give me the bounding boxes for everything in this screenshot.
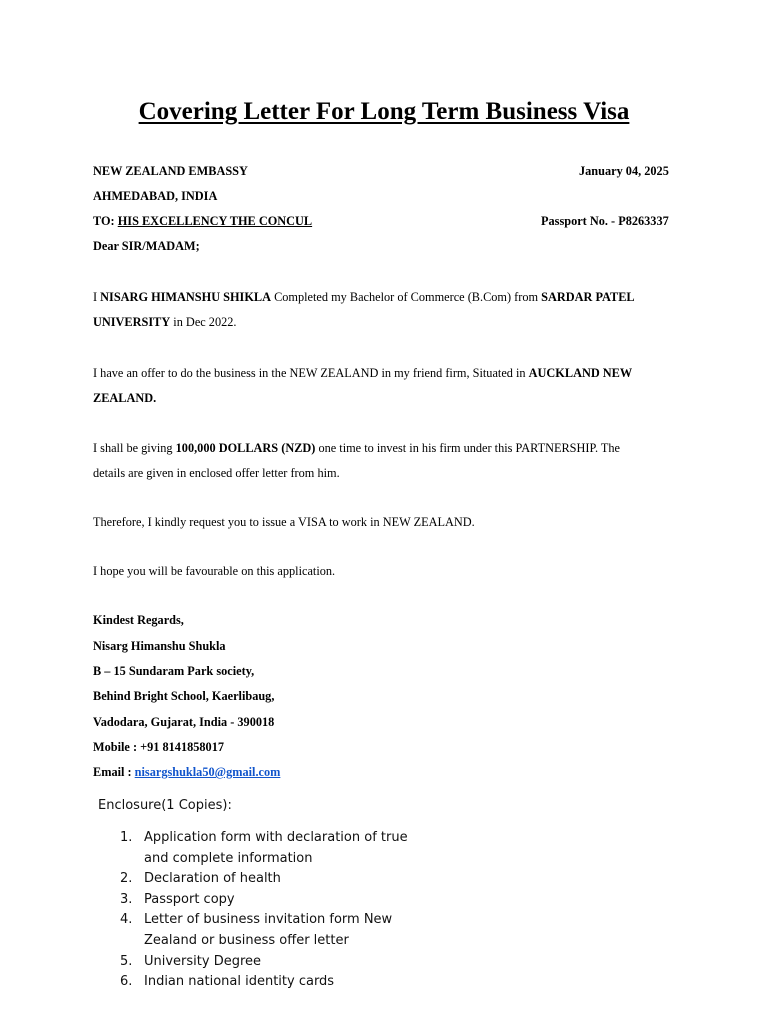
enclosure-item-number: 4.: [120, 912, 133, 927]
p2-text: I have an offer to do the business in the NEW ZEALAND in my friend firm, Situated in: [93, 366, 529, 380]
applicant-name: NISARG HIMANSHU SHIKLA: [100, 290, 271, 304]
enclosure-item: [120, 890, 410, 911]
paragraph-1-line-1: [93, 290, 635, 305]
address-line-3: Vadodara, Gujarat, India - 390018: [93, 715, 275, 729]
address-line-2: Behind Bright School, Kaerlibaug,: [93, 689, 275, 703]
enclosure-item-text: Passport copy: [144, 892, 235, 907]
enclosure-item-text: Application form with declaration of true and complete information: [144, 830, 408, 866]
email-link[interactable]: nisargshukla50@gmail.com: [134, 765, 281, 779]
letter-date: January 04, 2025: [579, 164, 669, 178]
recipient-line: [93, 214, 312, 229]
signer-name: Nisarg Himanshu Shukla: [93, 639, 226, 653]
enclosure-item-text: University Degree: [144, 954, 262, 969]
enclosure-item-number: 6.: [120, 974, 133, 989]
p1-mid: Completed my Bachelor of Commerce (B.Com) from: [271, 290, 542, 304]
closing: Kindest Regards,: [93, 613, 184, 627]
letter-title: Covering Letter For Long Term Business Visa: [138, 98, 630, 125]
p1-post: in Dec 2022.: [170, 315, 237, 329]
enclosure-item-text: Indian national identity cards: [144, 974, 335, 989]
paragraph-1-line-2: [93, 315, 236, 330]
enclosure-item-text: Letter of business invitation form New Zealand or business offer letter: [144, 912, 393, 948]
enclosure-item-number: 1.: [120, 830, 133, 845]
enclosure-title: Enclosure(1 Copies):: [98, 798, 232, 813]
paragraph-3-line-1: [93, 441, 620, 456]
enclosure-item-number: 2.: [120, 871, 133, 886]
enclosure-item-number: 5.: [120, 954, 133, 969]
paragraph-5: I hope you will be favourable on this application.: [93, 564, 336, 578]
passport-number: Passport No. - P8263337: [541, 214, 669, 228]
enclosure-item: [120, 910, 410, 951]
enclosure-item-number: 3.: [120, 892, 133, 907]
embassy-name: NEW ZEALAND EMBASSY: [93, 164, 248, 178]
p1-pre: I: [93, 290, 101, 304]
email-line: [93, 765, 280, 780]
address-line-1: B – 15 Sundaram Park society,: [93, 664, 255, 678]
email-label: Email :: [93, 765, 135, 779]
enclosure-item-text: Declaration of health: [144, 871, 281, 886]
investment-amount: 100,000 DOLLARS (NZD): [175, 441, 316, 455]
university-part-1: SARDAR PATEL: [541, 290, 635, 304]
recipient-name: HIS EXCELLENCY THE CONCUL: [117, 214, 313, 228]
place-part-1: AUCKLAND NEW: [528, 366, 633, 380]
to-label: TO:: [93, 214, 118, 228]
paragraph-4: Therefore, I kindly request you to issue a VISA to work in NEW ZEALAND.: [93, 515, 475, 529]
salutation: Dear SIR/MADAM;: [93, 239, 200, 253]
p3-post: one time to invest in his firm under this PARTNERSHIP. The: [315, 441, 621, 455]
enclosure-item: [120, 952, 410, 973]
p3-pre: I shall be giving: [93, 441, 176, 455]
enclosure-item: [120, 869, 410, 890]
embassy-city: AHMEDABAD, INDIA: [93, 189, 218, 203]
paragraph-2-line-1: [93, 366, 632, 381]
enclosure-item: [120, 828, 410, 869]
mobile-number: Mobile : +91 8141858017: [93, 740, 224, 754]
enclosure-item: [120, 972, 410, 993]
university-part-2: UNIVERSITY: [93, 315, 171, 329]
paragraph-3-line-2: details are given in enclosed offer letter from him.: [93, 466, 340, 480]
paragraph-2-line-2: ZEALAND.: [93, 391, 157, 405]
